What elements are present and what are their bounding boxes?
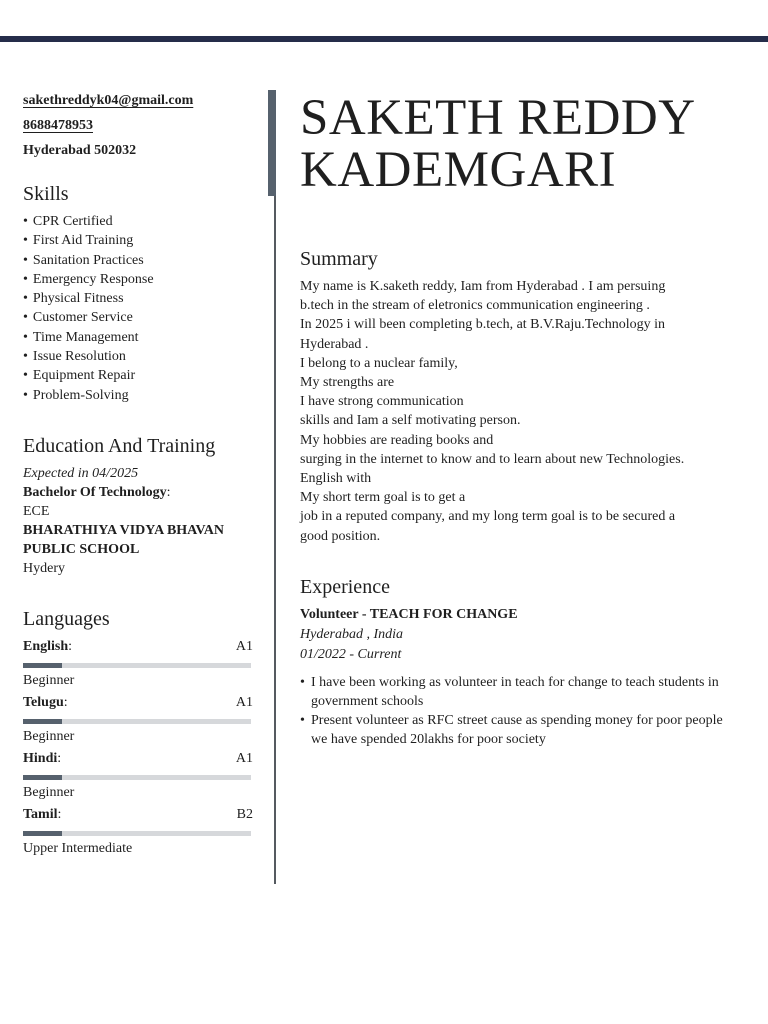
language-name: Telugu: [23, 694, 64, 710]
education-entry: [23, 464, 253, 578]
job-location: Hyderabad , India: [300, 626, 404, 642]
language-item: Hindi: A1 Beginner: [23, 750, 253, 800]
summary-heading: Summary: [300, 248, 378, 270]
contact-block: [23, 88, 253, 163]
skill-item: • Sanitation Practices: [23, 251, 253, 270]
language-code: A1: [235, 750, 253, 766]
left-column: [23, 88, 253, 861]
summary-line: I have strong communication: [300, 394, 464, 410]
language-proficiency-bar: [23, 663, 251, 668]
language-proficiency-fill: [23, 775, 62, 780]
job-bullets: [300, 673, 740, 749]
summary-line: b.tech in the stream of eletronics communication engineering .: [300, 298, 650, 314]
name-line-1: SAKETH REDDY: [300, 90, 696, 146]
language-proficiency-fill: [23, 831, 62, 836]
school-name-line1: BHARATHIYA VIDYA BHAVAN: [23, 522, 224, 538]
summary-line: My hobbies are reading books and: [300, 432, 494, 448]
language-item: Tamil: B2 Upper Intermediate: [23, 806, 253, 856]
job-title: Volunteer - TEACH FOR CHANGE: [300, 606, 518, 622]
language-name: English: [23, 638, 69, 654]
job-dates: 01/2022 - Current: [300, 646, 402, 662]
summary-line: surging in the internet to know and to learn about new Technologies.: [300, 451, 685, 467]
language-code: A1: [235, 694, 253, 710]
language-name: Tamil: [23, 806, 58, 822]
skill-item: • Issue Resolution: [23, 347, 253, 366]
skills-heading: Skills: [23, 183, 69, 205]
address: Hyderabad 502032: [23, 143, 137, 158]
language-proficiency-fill: [23, 663, 62, 668]
education-heading: Education And Training: [23, 434, 216, 457]
summary-line: My name is K.saketh reddy, Iam from Hyderabad . I am persuing: [300, 279, 666, 294]
summary-line: English with: [300, 471, 372, 487]
summary-line: Hyderabad .: [300, 336, 369, 352]
email-link[interactable]: sakethreddyk04@gmail.com: [23, 93, 194, 108]
education-expected-date: Expected in 04/2025: [23, 465, 139, 481]
summary-line: My strengths are: [300, 375, 395, 391]
summary-line: job in a reputed company, and my long term goal is to be secured a: [300, 509, 676, 525]
summary-line: My short term goal is to get a: [300, 490, 466, 506]
skill-item: • First Aid Training: [23, 231, 253, 250]
skill-item: • Emergency Response: [23, 270, 253, 289]
language-code: B2: [236, 806, 253, 822]
languages-list: [23, 637, 253, 861]
language-name: Hindi: [23, 750, 58, 766]
skill-item: • Physical Fitness: [23, 289, 253, 308]
summary-text: [300, 277, 740, 546]
degree-colon: :: [166, 484, 171, 500]
phone-link[interactable]: 8688478953: [23, 118, 93, 133]
summary-line: I belong to a nuclear family,: [300, 355, 458, 371]
language-level: Beginner: [23, 784, 75, 800]
right-column: [300, 92, 740, 749]
degree-field: ECE: [23, 503, 50, 519]
job-bullet: • Present volunteer as RFC street cause as spending money for poor people we have spended 20lakhs for poor society: [300, 711, 740, 749]
column-divider: [274, 92, 276, 884]
language-proficiency-bar: [23, 775, 251, 780]
language-item: Telugu: A1 Beginner: [23, 694, 253, 744]
language-proficiency-bar: [23, 831, 251, 836]
summary-line: In 2025 i will been completing b.tech, at B.V.Raju.Technology in: [300, 317, 666, 333]
experience-heading: Experience: [300, 575, 390, 598]
job-bullet: • I have been working as volunteer in teach for change to teach students in government schools: [300, 673, 740, 711]
skills-list: [23, 212, 253, 405]
name-accent-bar: [268, 90, 276, 196]
language-proficiency-bar: [23, 719, 251, 724]
skill-item: • Time Management: [23, 328, 253, 347]
language-item: English: A1 Beginner: [23, 638, 253, 688]
experience-entry: [300, 605, 740, 749]
school-location: Hydery: [23, 560, 65, 576]
school-name-line2: PUBLIC SCHOOL: [23, 541, 140, 557]
skill-item: • Equipment Repair: [23, 366, 253, 385]
summary-line: good position.: [300, 528, 381, 544]
languages-heading: Languages: [23, 607, 110, 630]
summary-line: skills and Iam a self motivating person.: [300, 413, 521, 429]
language-level: Beginner: [23, 728, 75, 744]
language-level: Upper Intermediate: [23, 840, 133, 856]
language-proficiency-fill: [23, 719, 62, 724]
skill-item: • Customer Service: [23, 308, 253, 327]
candidate-name: [300, 92, 740, 196]
skill-item: • Problem-Solving: [23, 386, 253, 405]
language-level: Beginner: [23, 672, 75, 688]
language-code: A1: [235, 638, 253, 654]
name-line-2: KADEMGARI: [300, 142, 617, 198]
skill-item: • CPR Certified: [23, 212, 253, 231]
top-rule: [0, 36, 768, 42]
degree-name: Bachelor Of Technology: [23, 484, 167, 500]
